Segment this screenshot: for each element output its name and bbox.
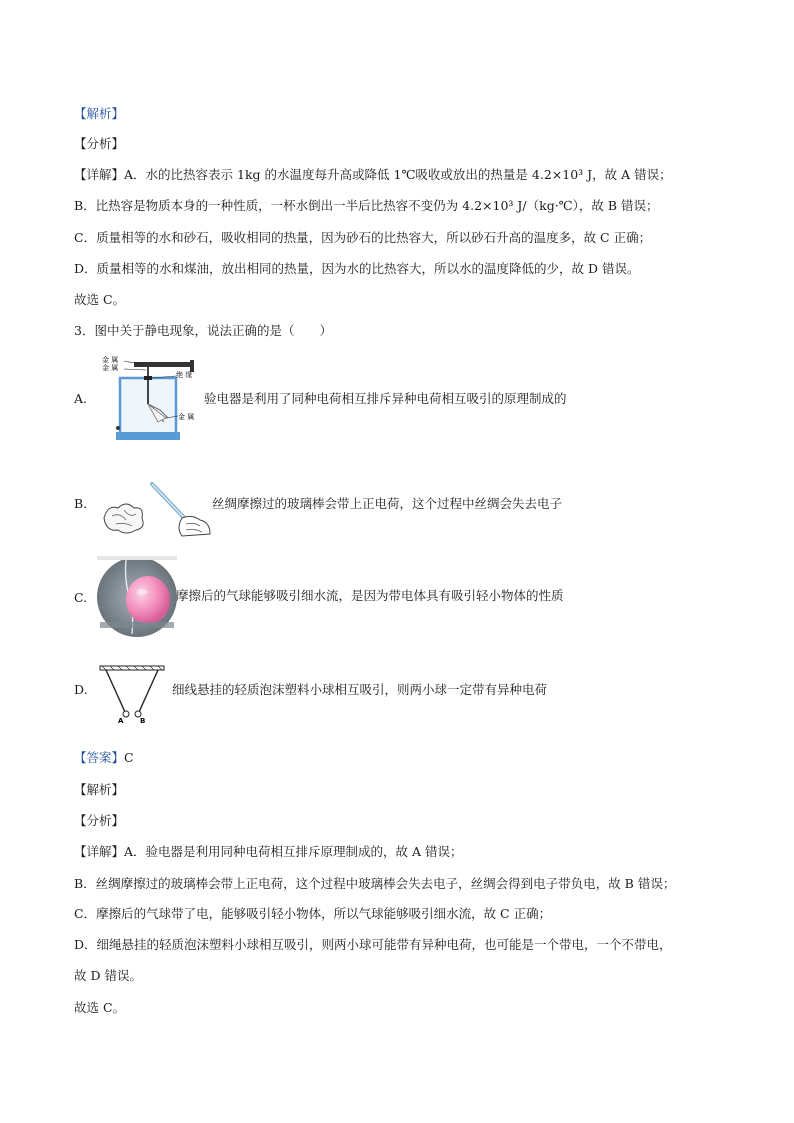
detail-line-2a xyxy=(74,844,463,860)
detail-line-2d: D．细绳悬挂的轻质泡沫塑料小球相互吸引，则两小球可能带有异种电荷，也可能是一个带电，一个不带电， xyxy=(74,937,672,952)
ball-a-label: A xyxy=(118,717,124,724)
option-b-letter: B. xyxy=(74,496,88,511)
option-a-text: 验电器是利用了同种电荷相互排斥异种电荷相互吸引的原理制成的 xyxy=(204,391,567,406)
detail-tag-2: 【详解】 xyxy=(74,844,125,859)
analysis-subheading-2: 【分析】 xyxy=(74,813,125,828)
detail-text: A．水的比热容表示 1kg 的水温度每升高或降低 1℃吸收或放出的热量是 4.2×10³ J，故 A 错误； xyxy=(124,167,672,182)
answer-line-1: 故选 C。 xyxy=(74,292,126,307)
option-c-letter: C. xyxy=(74,590,88,605)
label-metal-2: 金 属 xyxy=(102,364,119,372)
answer-tag: 【答案】 xyxy=(74,750,125,765)
detail-line-1a xyxy=(74,167,672,183)
detail-tag: 【详解】 xyxy=(74,167,125,182)
label-metal-3: 金 属 xyxy=(178,413,195,421)
detail-line-1b: B．比热容是物质本身的一种性质，一杯水倒出一半后比热容不变仍为 4.2×10³ J/（kg·℃），故 B 错误； xyxy=(74,198,659,213)
option-a xyxy=(74,352,734,442)
analysis-heading-2: 【解析】 xyxy=(74,782,125,797)
ball-b-label: B xyxy=(140,717,146,724)
option-a-letter: A. xyxy=(74,391,88,406)
option-b xyxy=(74,478,734,568)
detail-line-2c: C．摩擦后的气球带了电，能够吸引轻小物体，所以气球能够吸引细水流，故 C 正确； xyxy=(74,906,552,921)
analysis-heading-1: 【解析】 xyxy=(74,106,125,121)
answer-line-2: 故选 C。 xyxy=(74,1000,126,1015)
option-d-letter: D. xyxy=(74,682,88,697)
question-stem: 3．图中关于静电现象，说法正确的是（ ） xyxy=(74,323,332,338)
option-d xyxy=(74,664,734,754)
analysis-subheading-1: 【分析】 xyxy=(74,136,125,151)
option-c xyxy=(74,556,734,646)
detail-text-2: A．验电器是利用同种电荷相互排斥原理制成的，故 A 错误； xyxy=(124,844,463,859)
silk-glass-rod-figure xyxy=(96,478,214,540)
electroscope-figure xyxy=(96,352,214,444)
answer-heading xyxy=(74,750,134,766)
option-b-text: 丝绸摩擦过的玻璃棒会带上正电荷，这个过程中丝绸会失去电子 xyxy=(212,496,563,511)
label-insulator: 绝 缘 xyxy=(176,371,193,379)
detail-line-2e: 故 D 错误。 xyxy=(74,968,142,983)
detail-line-2b: B．丝绸摩擦过的玻璃棒会带上正电荷，这个过程中玻璃棒会失去电子，丝绸会得到电子带负电，故 B 错误； xyxy=(74,876,676,891)
option-c-text: 摩擦后的气球能够吸引细水流，是因为带电体具有吸引轻小物体的性质 xyxy=(176,588,564,603)
detail-line-1d: D．质量相等的水和煤油，放出相同的热量，因为水的比热容大，所以水的温度降低的少，故 D 错误。 xyxy=(74,261,640,276)
option-d-text: 细线悬挂的轻质泡沫塑料小球相互吸引，则两小球一定带有异种电荷 xyxy=(172,682,548,697)
hanging-balls-figure xyxy=(96,664,168,724)
answer-value: C xyxy=(124,750,134,765)
balloon-water-figure xyxy=(96,556,178,638)
detail-line-1c: C．质量相等的水和砂石，吸收相同的热量，因为砂石的比热容大，所以砂石升高的温度多，故 C 正确； xyxy=(74,230,652,245)
label-metal-1: 金 属 xyxy=(102,356,119,364)
